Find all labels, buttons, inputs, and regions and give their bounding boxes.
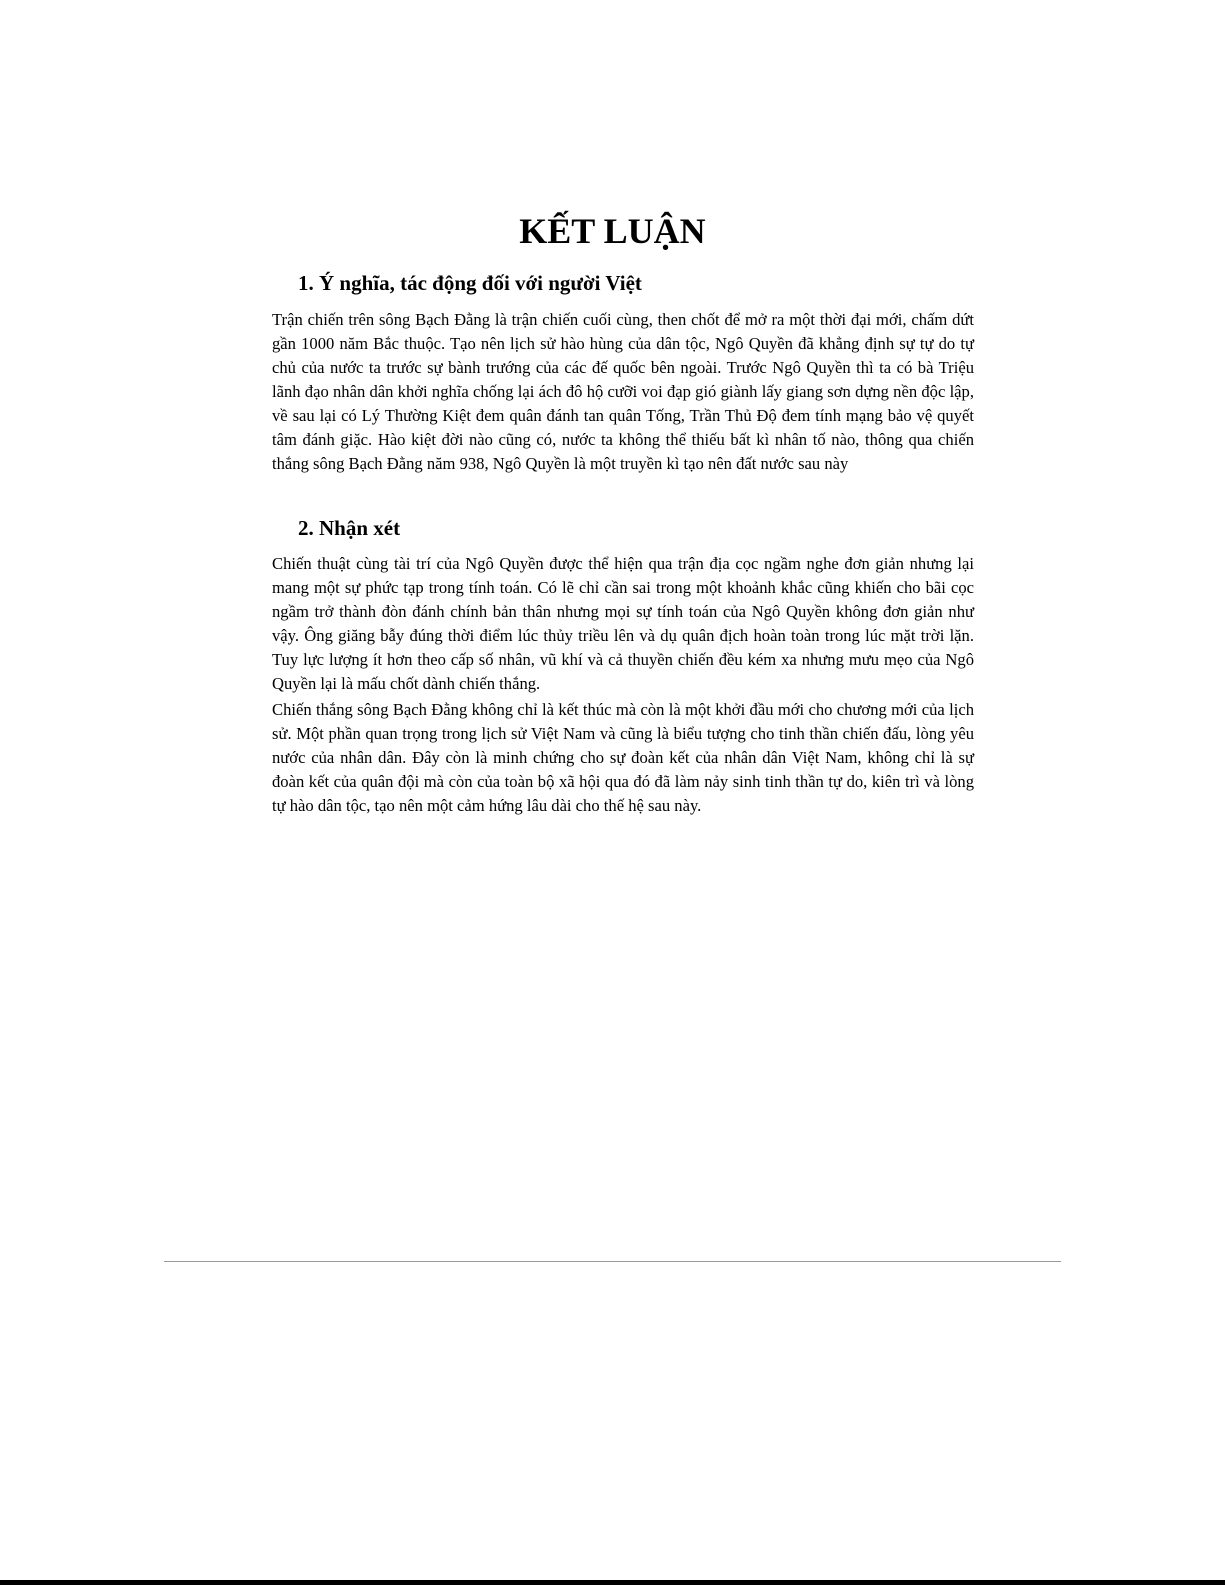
- footer-divider: [164, 1261, 1061, 1262]
- section-heading-2: 2. Nhận xét: [298, 516, 401, 540]
- page-title: KẾT LUẬN: [519, 211, 706, 251]
- paragraph-commentary-2: Chiến thắng sông Bạch Đằng không chỉ là kết thúc mà còn là một khởi đầu mới cho chương mới của lịch sử. Một phần quan trọng trong lịch sử Việt Nam và cũng là biểu tượng cho tinh thần chiến đấu, lòng yêu nước của nhân dân. Đây còn là minh chứng cho sự đoàn kết của nhân dân Việt Nam, không chỉ là sự đoàn kết của quân đội mà còn của toàn bộ xã hội qua đó đã làm nảy sinh tinh thần tự do, kiên trì và lòng tự hào dân tộc, tạo nên một cảm hứng lâu dài cho thế hệ sau này.: [272, 700, 974, 815]
- page-bottom-border: [0, 1580, 1225, 1585]
- paragraph-commentary-1: Chiến thuật cùng tài trí của Ngô Quyền được thể hiện qua trận địa cọc ngầm nghe đơn giản nhưng lại mang một sự phức tạp trong tính toán. Có lẽ chỉ cần sai trong một khoảnh khắc cũng khiến cho bãi cọc ngầm trở thành đòn đánh chính bản thân nhưng mọi sự tính toán của Ngô Quyền không đơn giản như vậy. Ông giăng bẫy đúng thời điểm lúc thủy triều lên và dụ quân địch hoàn toàn trong lúc mặt trời lặn. Tuy lực lượng ít hơn theo cấp số nhân, vũ khí và cả thuyền chiến đều kém xa nhưng mưu mẹo của Ngô Quyền lại là mấu chốt dành chiến thắng.: [272, 554, 974, 693]
- section-heading-1: 1. Ý nghĩa, tác động đối với người Việt: [298, 271, 642, 295]
- paragraph-significance: Trận chiến trên sông Bạch Đằng là trận chiến cuối cùng, then chốt để mở ra một thời đại mới, chấm dứt gần 1000 năm Bắc thuộc. Tạo nên lịch sử hào hùng của dân tộc, Ngô Quyền đã khẳng định sự tự do tự chủ của nước ta trước sự bành trướng của các đế quốc bên ngoài. Trước Ngô Quyền thì ta có bà Triệu lãnh đạo nhân dân khởi nghĩa chống lại ách đô hộ cưỡi voi đạp gió giành lấy giang sơn dựng nền độc lập, về sau lại có Lý Thường Kiệt đem quân đánh tan quân Tống, Trần Thủ Độ đem tính mạng bảo vệ quyết tâm đánh giặc. Hào kiệt đời nào cũng có, nước ta không thể thiếu bất kì nhân tố nào, thông qua chiến thắng sông Bạch Đằng năm 938, Ngô Quyền là một truyền kì tạo nên đất nước sau này: [272, 310, 974, 473]
